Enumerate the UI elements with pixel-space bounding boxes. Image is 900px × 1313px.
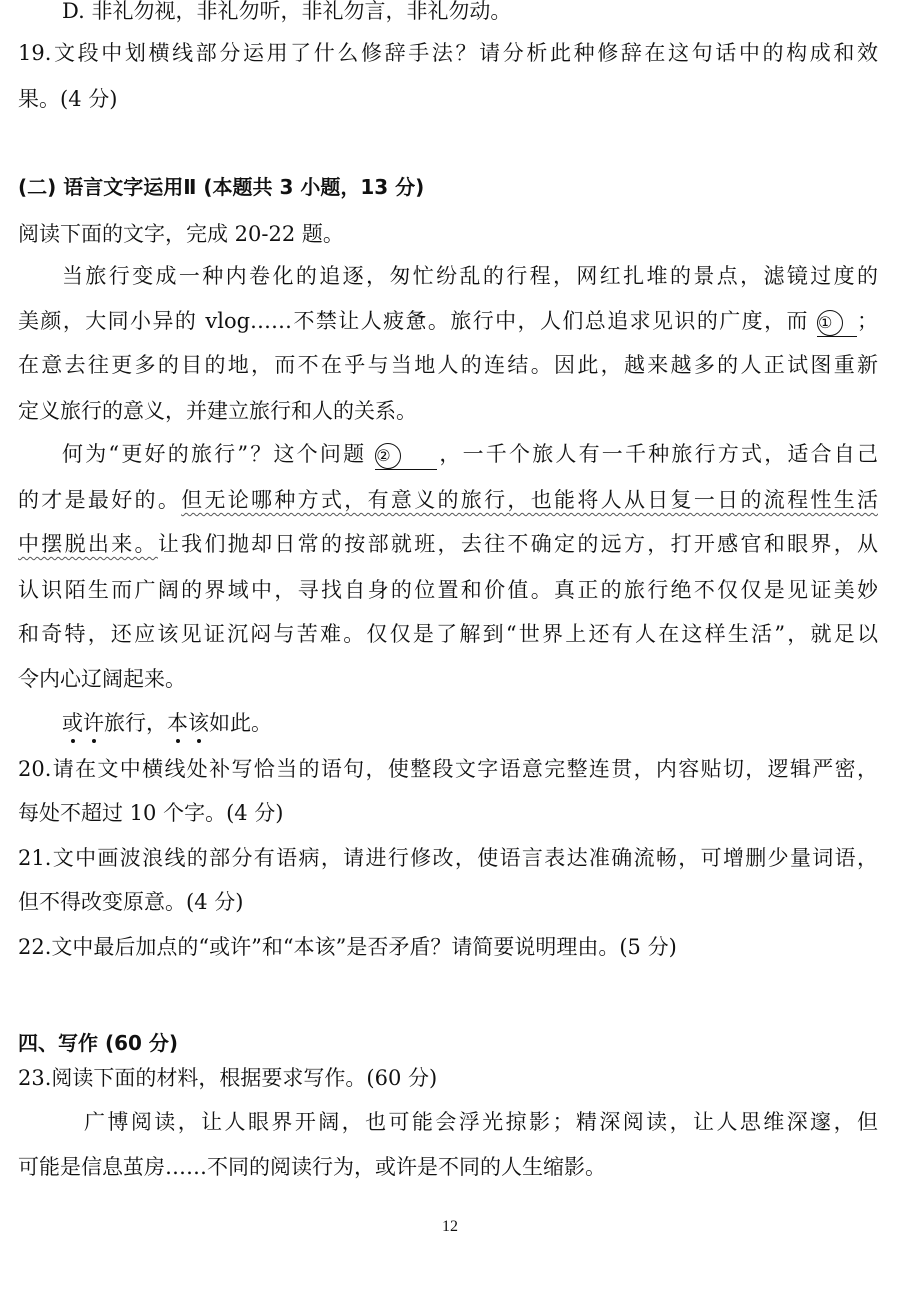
q18-option-d: D. 非礼勿视，非礼勿听，非礼勿言，非礼勿动。 (62, 0, 512, 23)
blank-2-marker: ② (375, 443, 401, 469)
passage-text: ，一千个旅人有一千种旅行方式，适合自己 (437, 442, 879, 466)
dotted-char: 本 (167, 711, 188, 735)
passage-p1-line-2 (18, 306, 878, 337)
section-2-heading: (二) 语言文字运用Ⅱ (本题共 3 小题，13 分) (18, 175, 425, 199)
passage-p2-line-4: 认识陌生而广阔的界域中，寻找自身的位置和价值。真正的旅行绝不仅仅是见证美妙 (18, 578, 878, 602)
blank-2 (375, 442, 437, 470)
material-line-1: 广博阅读，让人眼界开阔，也可能会浮光掠影；精深阅读，让人思维深邃，但 (84, 1110, 878, 1134)
q22-question: 22.文中最后加点的“或许”和“本该”是否矛盾？请简要说明理由。(5 分) (18, 935, 677, 959)
passage-p2-line-1 (62, 439, 878, 470)
passage-p1-line-4: 定义旅行的意义，并建立旅行和人的关系。 (18, 399, 417, 423)
passage-text: ； (857, 309, 878, 333)
passage-p1-line-1: 当旅行变成一种内卷化的追逐，匆忙纷乱的行程，网红扎堆的景点，滤镜过度的 (62, 264, 878, 288)
passage-text: 美颜，大同小异的 vlog……不禁让人疲惫。旅行中，人们总追求见识的广度，而 (18, 309, 809, 333)
passage-p2-line-6: 令内心辽阔起来。 (18, 667, 186, 691)
q19-line-2: 果。(4 分) (18, 87, 118, 111)
passage-p2-line-3 (18, 529, 878, 559)
passage-text: 如此。 (209, 711, 272, 735)
material-line-2: 可能是信息茧房……不同的阅读行为，或许是不同的人生缩影。 (18, 1155, 606, 1179)
passage-text: 让我们抛却日常的按部就班，去往不确定的远方，打开感官和眼界，从 (157, 532, 879, 556)
passage-p2-line-5: 和奇特，还应该见证沉闷与苦难。仅仅是了解到“世界上还有人在这样生活”，就足以 (18, 622, 878, 646)
section-4-heading: 四、写作 (60 分) (18, 1031, 179, 1055)
q20-line-2: 每处不超过 10 个字。(4 分) (18, 801, 284, 825)
passage-text: 的才是最好的。 (18, 488, 182, 512)
q20-line-1: 20.请在文中横线处补写恰当的语句，使整段文字语意完整连贯，内容贴切，逻辑严密， (18, 757, 878, 781)
passage-text: 旅行， (104, 711, 167, 735)
dotted-char: 或 (62, 711, 83, 735)
passage-p1-line-3: 在意去往更多的目的地，而不在乎与当地人的连结。因此，越来越多的人正试图重新 (18, 353, 878, 377)
q21-line-1: 21.文中画波浪线的部分有语病，请进行修改，使语言表达准确流畅，可增删少量词语， (18, 846, 878, 870)
page-number: 12 (442, 1218, 458, 1235)
passage-p2-line-2 (18, 485, 878, 515)
wavy-underlined-sentence: 但无论哪种方式，有意义的旅行，也能将人从日复一日的流程性生活 (181, 488, 878, 512)
passage-instruction: 阅读下面的文字，完成 20-22 题。 (18, 222, 344, 246)
blank-1 (817, 309, 857, 337)
q21-line-2: 但不得改变原意。(4 分) (18, 890, 244, 914)
passage-p3 (62, 708, 272, 738)
dotted-char: 许 (83, 711, 104, 735)
q23-question: 23.阅读下面的材料，根据要求写作。(60 分) (18, 1066, 438, 1090)
passage-text: 何为“更好的旅行”？这个问题 (62, 442, 367, 466)
dotted-char: 该 (188, 711, 209, 735)
blank-1-marker: ① (817, 310, 843, 336)
wavy-underlined-sentence-end: 中摆脱出来。 (18, 532, 158, 556)
q19-line-1: 19.文段中划横线部分运用了什么修辞手法？请分析此种修辞在这句话中的构成和效 (18, 41, 878, 65)
